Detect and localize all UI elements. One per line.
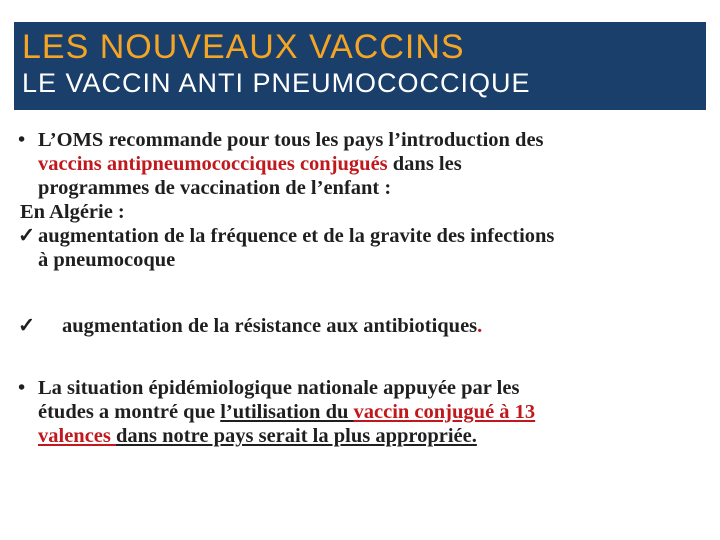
check2-period: . [477, 315, 483, 337]
bullet-epidemiological-situation [18, 376, 708, 448]
checkmark-icon: ✓ [18, 315, 36, 337]
bullet1-line3: programmes de vaccination de l’enfant : [38, 177, 392, 199]
bullet2-line2 [38, 400, 708, 424]
slide-body [18, 128, 708, 448]
check-item-resistance [18, 314, 708, 338]
check2-line [38, 314, 708, 338]
bullet1-line1: L’OMS recommande pour tous les pays l’introduction des [38, 129, 544, 151]
bullet1-line2-rest: dans les [387, 153, 462, 175]
check2-text: augmentation de la résistance aux antibiotiques [62, 315, 478, 337]
bullet-dot-icon: • [18, 129, 26, 151]
slide-subtitle: LE VACCIN ANTI PNEUMOCOCCIQUE [22, 68, 531, 98]
conjugate-vaccines-text: vaccins antipneumococciques conjugués [38, 153, 388, 175]
slide-header [14, 22, 706, 110]
check-item-frequency [18, 224, 708, 272]
bullet2-line3 [38, 424, 708, 448]
checkmark-icon: ✓ [18, 225, 36, 247]
bullet1-line2 [38, 152, 708, 176]
bullet2-line3-b: dans notre pays serait la plus appropriée. [116, 425, 477, 447]
bullet-oms-recommendation [18, 128, 708, 200]
bullet-dot-icon: • [18, 377, 26, 399]
bullet2-line2-a: études a montré que [38, 401, 221, 423]
slide-title: LES NOUVEAUX VACCINS [22, 28, 465, 66]
check1-line1: augmentation de la fréquence et de la gravite des infections [38, 225, 555, 247]
algeria-label: En Algérie : [20, 201, 125, 223]
bullet2-line1: La situation épidémiologique nationale appuyée par les [38, 377, 520, 399]
bullet2-line2-b: l’utilisation du [220, 401, 354, 423]
vaccine-13-valent-text: vaccin conjugué à 13 [353, 401, 536, 423]
valences-text: valences [38, 425, 116, 447]
check1-line2: à pneumocoque [38, 249, 176, 271]
